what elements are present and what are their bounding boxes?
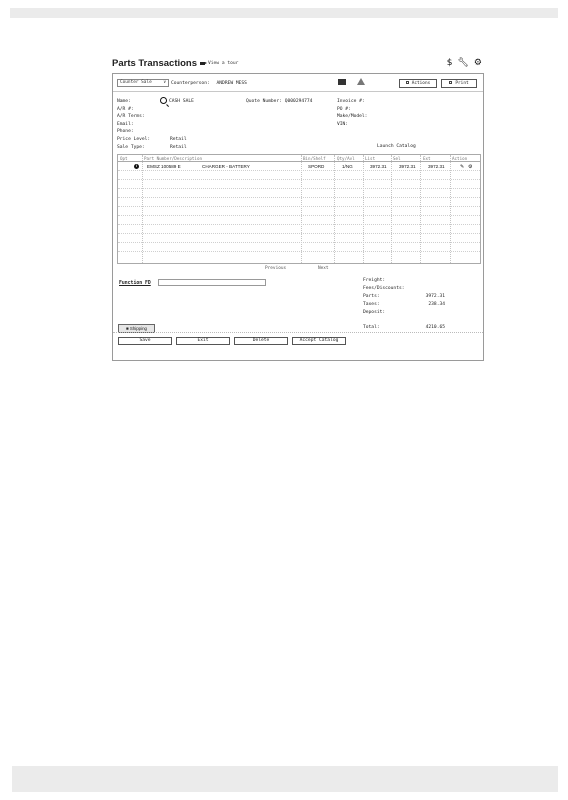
printer-icon xyxy=(449,81,452,84)
row-divider xyxy=(118,170,480,171)
name-value[interactable]: CASH SALE xyxy=(169,99,194,104)
row-divider xyxy=(118,179,480,180)
divider xyxy=(113,332,483,333)
ar-terms-label: A/R Terms: xyxy=(117,114,145,120)
price-level-row xyxy=(117,136,187,144)
exit-button[interactable]: Exit xyxy=(176,337,230,345)
quote-label: Quote Number: xyxy=(246,99,282,104)
bin-shelf: SPORD xyxy=(308,163,325,169)
col-divider xyxy=(363,155,364,263)
counterperson-label: Counterperson: xyxy=(171,81,210,86)
next-link[interactable]: Next xyxy=(318,266,329,271)
actions-button[interactable] xyxy=(399,79,437,88)
invoice-label: Invoice #: xyxy=(337,99,365,104)
total-label: Total: xyxy=(363,325,380,330)
function-input[interactable] xyxy=(158,279,266,286)
col-divider xyxy=(391,155,392,263)
col-ext: Ext xyxy=(423,156,431,161)
part-description: CHARGER - BATTERY xyxy=(202,163,250,169)
col-divider xyxy=(142,155,143,263)
freight-label: Freight: xyxy=(363,278,386,283)
row-divider xyxy=(118,224,480,225)
info-icon[interactable]: i xyxy=(136,163,137,168)
video-camera-icon xyxy=(200,62,205,66)
row-divider xyxy=(118,188,480,189)
sale-type-label: Sale Type: xyxy=(117,144,145,150)
price-level-value: Retail xyxy=(170,137,187,142)
parts-table xyxy=(117,154,481,264)
name-label: Name: xyxy=(117,99,131,104)
function-label: Function FD xyxy=(119,281,151,286)
page-title: Parts Transactions xyxy=(112,58,198,69)
mail-icon[interactable] xyxy=(338,79,346,85)
view-tour-link[interactable] xyxy=(200,61,238,66)
col-action: Action xyxy=(452,156,468,161)
search-icon[interactable] xyxy=(160,97,167,104)
transaction-panel xyxy=(112,73,484,361)
function-row xyxy=(119,281,151,286)
ext-price: 3972.31 xyxy=(428,163,445,169)
taxes-label: Taxes: xyxy=(363,302,380,307)
make-model-label: Make/Model: xyxy=(337,114,368,120)
col-list: List xyxy=(365,156,376,161)
gears-icon[interactable]: ⚙ xyxy=(473,58,482,68)
fees-label: Fees/Discounts: xyxy=(363,286,405,291)
sale-type-select-value: Counter Sale xyxy=(120,80,152,85)
quote-value: Q000294774 xyxy=(284,99,313,104)
col-divider xyxy=(450,155,451,263)
previous-link[interactable]: Previous xyxy=(265,266,287,271)
phone-label: Phone: xyxy=(117,129,134,135)
total-value: 4210.65 xyxy=(425,325,445,330)
delete-button[interactable]: Delete xyxy=(234,337,288,345)
col-qty-avl: Qty/Avl xyxy=(337,156,355,161)
list-price: 3972.31 xyxy=(370,163,387,169)
quote-row xyxy=(246,98,312,106)
col-divider xyxy=(301,155,302,263)
row-divider xyxy=(118,215,480,216)
table-header xyxy=(118,155,480,162)
col-bin-shelf: Bin/Shelf xyxy=(303,156,326,161)
taxes-value: 238.34 xyxy=(428,302,445,307)
vin-label: VIN: xyxy=(337,121,349,127)
scan-top-margin xyxy=(10,8,558,18)
shipping-label: Shipping xyxy=(129,326,147,331)
sale-type-select[interactable] xyxy=(117,79,169,87)
scan-bottom-margin xyxy=(12,766,558,792)
print-label: Print xyxy=(455,81,469,86)
price-level-label: Price Level: xyxy=(117,137,151,142)
pencil-icon[interactable]: ✎ xyxy=(460,163,465,170)
name-row xyxy=(117,98,194,106)
actions-label: Actions xyxy=(411,81,431,86)
row-divider xyxy=(118,242,480,243)
row-divider xyxy=(118,197,480,198)
wrench-icon[interactable]: 🔧︎ xyxy=(457,58,469,68)
launch-catalog-link[interactable]: Launch Catalog xyxy=(377,144,416,149)
row-divider xyxy=(118,206,480,207)
row-divider xyxy=(118,233,480,234)
chevron-down-icon: ∨ xyxy=(163,80,166,85)
accept-catalog-button[interactable]: Accept Catalog xyxy=(292,337,346,345)
table-row[interactable] xyxy=(118,162,480,170)
list-icon xyxy=(406,81,409,84)
col-divider xyxy=(334,155,335,263)
col-part-number: Part Number/Description xyxy=(144,156,202,161)
qty-avl: 1/NG xyxy=(342,163,353,169)
sale-type-row xyxy=(117,144,187,152)
warning-icon[interactable] xyxy=(357,78,365,85)
deposit-label: Deposit: xyxy=(363,310,386,315)
parts-label: Parts: xyxy=(363,294,380,299)
counterperson-value: ANDREW MESS xyxy=(216,81,247,86)
col-opt: Opt xyxy=(120,156,128,161)
toolbar xyxy=(113,74,483,92)
po-label: PO #: xyxy=(337,106,351,112)
dollar-icon[interactable]: $ xyxy=(446,58,453,68)
header-icons xyxy=(447,58,482,68)
col-sel: Sel xyxy=(393,156,401,161)
parts-value: 3972.31 xyxy=(425,294,445,299)
counterperson xyxy=(171,81,247,86)
gear-icon[interactable]: ⚙ xyxy=(468,163,473,170)
page-header xyxy=(112,58,484,72)
print-button[interactable] xyxy=(441,79,477,88)
row-divider xyxy=(118,251,480,252)
tour-label: View a tour xyxy=(208,61,239,66)
sale-type-value: Retail xyxy=(170,144,187,150)
save-button[interactable]: Save xyxy=(118,337,172,345)
email-label: Email: xyxy=(117,121,134,127)
part-number: EMSZ 100589 E xyxy=(147,163,181,169)
ar-label: A/R #: xyxy=(117,106,134,112)
truck-icon: ■ xyxy=(126,326,129,331)
sell-price[interactable]: 3972.31 xyxy=(399,163,416,169)
col-divider xyxy=(420,155,421,263)
